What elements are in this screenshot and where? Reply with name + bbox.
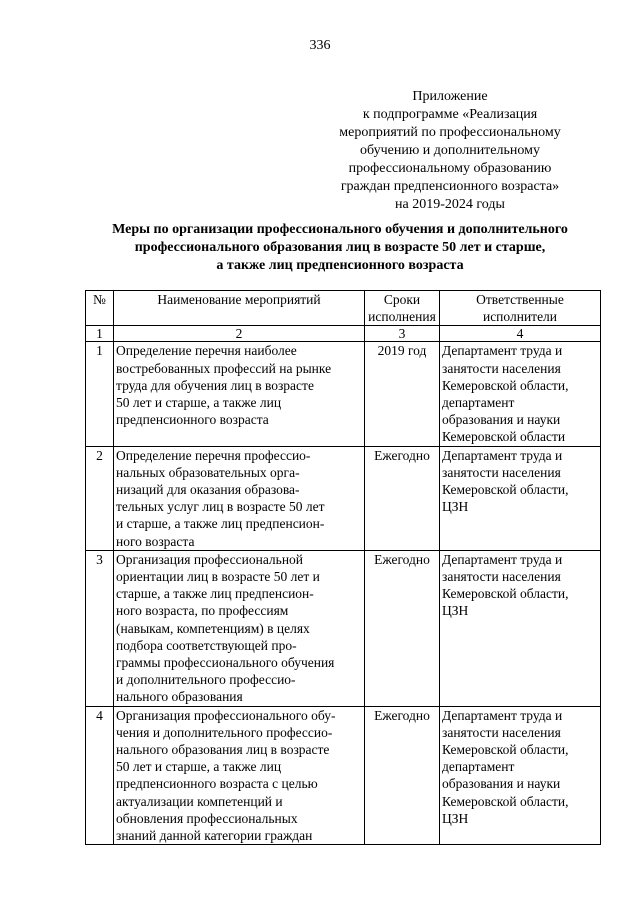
name-line: Организация профессионального обу-	[116, 707, 336, 723]
name-line: предпенсионного возраста с целью	[116, 776, 318, 792]
resp-line: Кемеровской области,	[442, 742, 569, 758]
resp-line: ЦЗН	[442, 810, 469, 826]
row-responsible	[440, 706, 601, 845]
document-title	[40, 221, 640, 275]
resp-line: ЦЗН	[442, 499, 469, 515]
column-index: 3	[365, 326, 440, 342]
header-resp-line: Ответственные	[476, 292, 564, 307]
appendix-line: на 2019-2024 годы	[395, 197, 505, 212]
row-num: 1	[86, 342, 114, 446]
name-line: нального образования	[116, 689, 243, 705]
name-line: низаций для оказания образова-	[116, 482, 300, 498]
column-index: 1	[86, 326, 114, 342]
header-name: Наименование мероприятий	[114, 291, 365, 326]
resp-line: Департамент труда и	[442, 343, 563, 359]
table-header-row	[86, 291, 601, 326]
name-line: и старше, а также лиц предпенсион-	[116, 516, 325, 532]
appendix-note	[320, 88, 580, 214]
header-responsible	[440, 291, 601, 326]
column-index: 4	[440, 326, 601, 342]
row-name	[114, 550, 365, 706]
resp-line: Кемеровской области	[442, 429, 566, 445]
name-line: обновления профессиональных	[116, 810, 298, 826]
resp-line: Департамент труда и	[442, 707, 563, 723]
measures-table	[85, 290, 601, 845]
name-line: Организация профессиональной	[116, 551, 304, 567]
name-line: подбора соответствующей про-	[116, 637, 297, 653]
row-responsible	[440, 342, 601, 446]
resp-line: департамент	[442, 759, 515, 775]
resp-line: Кемеровской области,	[442, 482, 569, 498]
name-line: труда для обучения лиц в возрасте	[116, 377, 314, 393]
name-line: ориентации лиц в возрасте 50 лет и	[116, 569, 320, 585]
row-term: Ежегодно	[365, 550, 440, 706]
header-num: №	[86, 291, 114, 326]
name-line: 50 лет и старше, а также лиц	[116, 395, 282, 411]
name-line: тельных услуг лиц в возрасте 50 лет	[116, 499, 325, 515]
row-name	[114, 342, 365, 446]
title-line: профессионального образования лиц в возрасте 50 лет и старше,	[134, 240, 546, 255]
row-term: Ежегодно	[365, 706, 440, 845]
name-line: ного возраста, по профессиям	[116, 603, 289, 619]
name-line: и дополнительного профессио-	[116, 672, 296, 688]
page-number: 336	[309, 38, 331, 53]
row-term: Ежегодно	[365, 446, 440, 550]
row-name	[114, 706, 365, 845]
row-name	[114, 446, 365, 550]
column-index-row	[86, 326, 601, 342]
title-line: а также лиц предпенсионного возраста	[216, 258, 464, 273]
row-term: 2019 год	[365, 342, 440, 446]
name-line: нального образования лиц в возрасте	[116, 742, 330, 758]
name-line: старше, а также лиц предпенсион-	[116, 586, 314, 602]
row-num: 3	[86, 550, 114, 706]
row-responsible	[440, 446, 601, 550]
header-resp-line: исполнители	[482, 309, 558, 325]
name-line: 50 лет и старше, а также лиц	[116, 759, 282, 775]
header-term-line: исполнения	[368, 309, 436, 325]
appendix-line: граждан предпенсионного возраста»	[340, 179, 560, 194]
resp-line: занятости населения	[442, 360, 561, 376]
name-line: нальных образовательных орга-	[116, 464, 300, 480]
table-row	[86, 342, 601, 446]
name-line: востребованных профессий на рынке	[116, 360, 332, 376]
column-index: 2	[114, 326, 365, 342]
header-term	[365, 291, 440, 326]
header-term-line: Сроки	[383, 292, 421, 307]
resp-line: Департамент труда и	[442, 551, 563, 567]
resp-line: Кемеровской области,	[442, 793, 569, 809]
resp-line: образования и науки	[442, 776, 561, 792]
resp-line: Кемеровской области,	[442, 377, 569, 393]
name-line: знаний данной категории граждан	[116, 828, 313, 844]
name-line: (навыкам, компетенциям) в целях	[116, 620, 310, 636]
resp-line: занятости населения	[442, 569, 561, 585]
name-line: Определение перечня наиболее	[116, 343, 297, 359]
name-line: предпенсионного возраста	[116, 412, 269, 428]
appendix-line: Приложение	[412, 89, 488, 104]
resp-line: Кемеровской области,	[442, 586, 569, 602]
resp-line: занятости населения	[442, 724, 561, 740]
name-line: граммы профессионального обучения	[116, 655, 335, 671]
row-num: 2	[86, 446, 114, 550]
table-row	[86, 446, 601, 550]
table-row	[86, 550, 601, 706]
appendix-line: к подпрограмме «Реализация	[362, 107, 538, 122]
row-num: 4	[86, 706, 114, 845]
row-responsible	[440, 550, 601, 706]
resp-line: департамент	[442, 395, 515, 411]
resp-line: образования и науки	[442, 412, 561, 428]
appendix-line: обучению и дополнительному	[360, 143, 540, 158]
resp-line: Департамент труда и	[442, 447, 563, 463]
appendix-line: профессиональному образованию	[348, 161, 552, 176]
name-line: ного возраста	[116, 533, 195, 549]
table-row	[86, 706, 601, 845]
resp-line: ЦЗН	[442, 603, 469, 619]
name-line: актуализации компетенций и	[116, 793, 283, 809]
name-line: чения и дополнительного профессио-	[116, 724, 333, 740]
name-line: Определение перечня профессио-	[116, 447, 311, 463]
title-line: Меры по организации профессионального обучения и дополнительного	[112, 222, 568, 237]
resp-line: занятости населения	[442, 464, 561, 480]
appendix-line: мероприятий по профессиональному	[339, 125, 561, 140]
